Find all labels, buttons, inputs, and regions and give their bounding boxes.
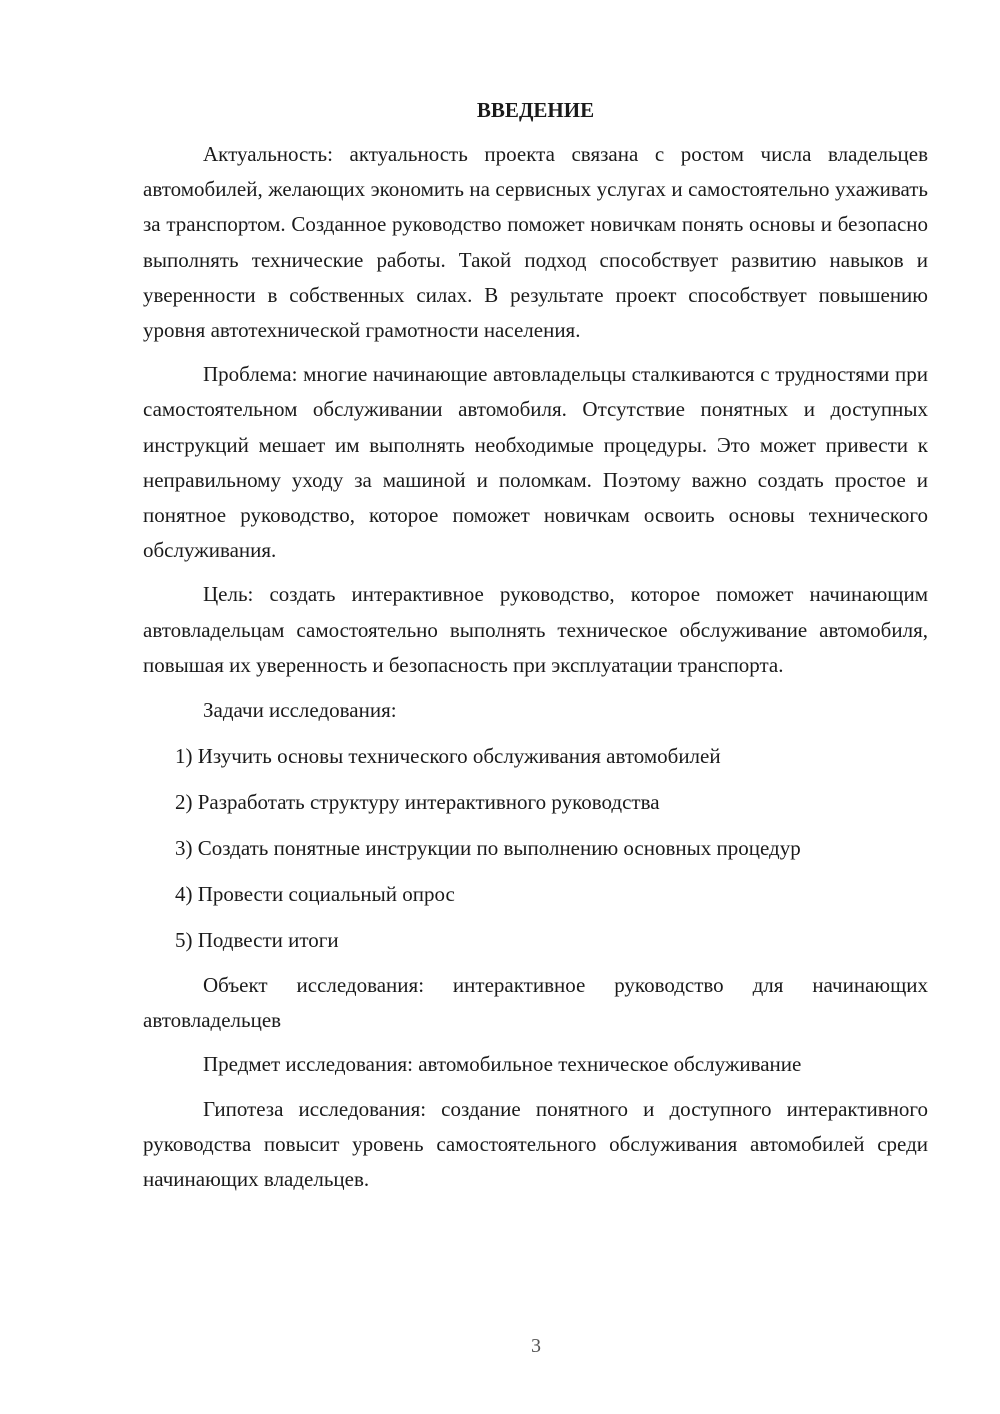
task-item: 2) Разработать структуру интерактивного руководства <box>175 790 660 815</box>
section-title: ВВЕДЕНИЕ <box>476 98 595 122</box>
tasks-heading: Задачи исследования: <box>203 698 397 723</box>
hypothesis-paragraph: Гипотеза исследования: создание понятного и доступного интерактивного руководства повысит уровень самостоятельного обслуживания автомобилей среди начинающих владельцев. <box>143 1096 928 1192</box>
problem-paragraph: Проблема: многие начинающие автовладельцы сталкиваются с трудностями при самостоятельном обслуживании автомобиля. Отсутствие понятных и доступных инструкций мешает им выполнять необходимые процедуры. Это может привести к неправильному уходу за машиной и поломкам. Поэтому важно создать простое и понятное руководство, которое поможет новичкам освоить основы технического обслуживания. <box>143 362 928 563</box>
goal-paragraph: Цель: создать интерактивное руководство, которое поможет начинающим автовладельцам самостоятельно выполнять техническое обслуживание автомобиля, повышая их уверенность и безопасность при эксплуатации транспорта. <box>143 582 928 677</box>
document-page <box>143 93 928 1206</box>
task-item: 5) Подвести итоги <box>175 928 339 953</box>
subject-paragraph: Предмет исследования: автомобильное техническое обслуживание <box>203 1052 802 1077</box>
relevance-paragraph: Актуальность: актуальность проекта связана с ростом числа владельцев автомобилей, желающих экономить на сервисных услугах и самостоятельно ухаживать за транспортом. Созданное руководство поможет новичкам понять основы и безопасно выполнять технические работы. Такой подход способствует развитию навыков и уверенности в собственных силах. В результате проект способствует повышению уровня автотехнической грамотности населения. <box>143 142 928 343</box>
task-item: 4) Провести социальный опрос <box>175 882 455 907</box>
page-number: 3 <box>531 1335 541 1357</box>
task-item: 1) Изучить основы технического обслуживания автомобилей <box>175 744 721 769</box>
tasks-list <box>143 738 928 959</box>
task-item: 3) Создать понятные инструкции по выполнению основных процедур <box>175 836 801 861</box>
object-paragraph: Объект исследования: интерактивное руководство для начинающих автовладельцев <box>143 973 928 1033</box>
